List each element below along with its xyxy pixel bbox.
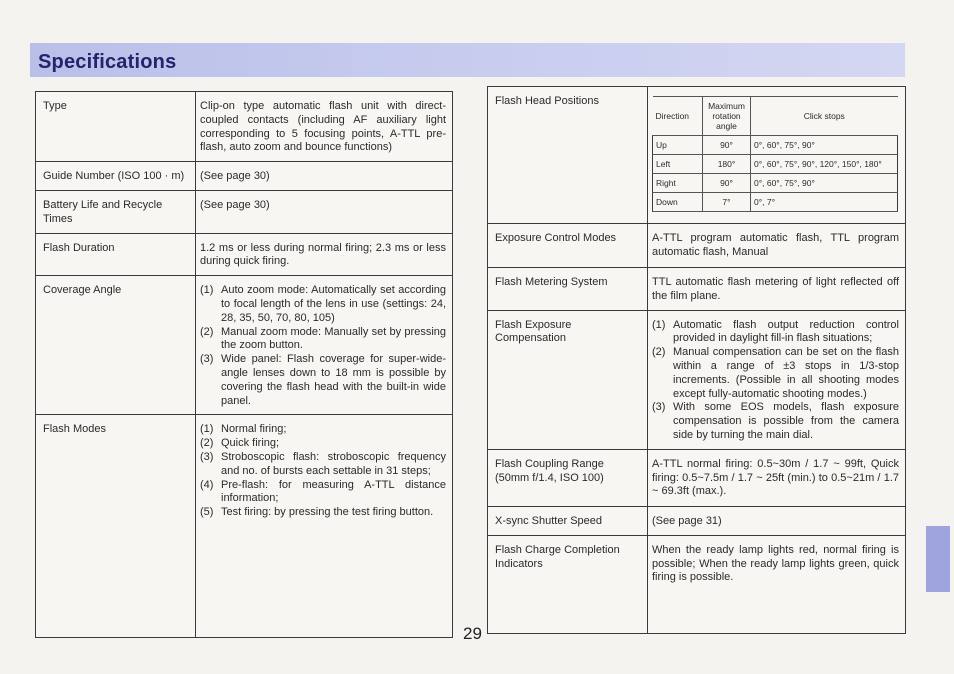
page-title: Specifications (38, 51, 177, 73)
spec-label: Flash Duration (36, 233, 196, 276)
spec-row-guide-number (36, 162, 453, 191)
table-row (653, 155, 898, 174)
table-row (653, 193, 898, 212)
spec-value (648, 310, 906, 449)
cell-rotation: 90° (703, 174, 751, 193)
spec-label: Flash Exposure Compensation (488, 310, 648, 449)
spec-label: Flash Modes (36, 415, 196, 638)
coverage-angle-list (200, 284, 446, 408)
left-spec-table (35, 91, 453, 638)
cell-rotation: 180° (703, 155, 751, 174)
spec-value (196, 276, 453, 415)
flash-head-table (652, 96, 898, 212)
title-bar (30, 43, 905, 77)
section-tab-marker (926, 526, 950, 592)
column-header-click-stops: Click stops (751, 97, 898, 136)
list-item: (2) Manual zoom mode: Manually set by pressing the zoom button. (200, 325, 446, 352)
spec-row-x-sync-shutter-speed (488, 506, 906, 535)
list-item: (3) With some EOS models, flash exposure compensation is possible from the camera side by turning the main dial. (652, 401, 899, 441)
list-item: (5) Test firing: by pressing the test firing button. (200, 506, 434, 519)
cell-direction: Up (653, 136, 703, 155)
spec-label: Flash Metering System (488, 268, 648, 311)
cell-click-stops: 0°, 7° (751, 193, 898, 212)
table-row (653, 174, 898, 193)
spec-label: Exposure Control Modes (488, 224, 648, 268)
spec-row-battery-life (36, 190, 453, 233)
table-row (653, 136, 898, 155)
cell-click-stops: 0°, 60°, 75°, 90° (751, 174, 898, 193)
spec-row-flash-exposure-compensation (488, 310, 906, 449)
spec-label: Flash Charge Completion Indicators (488, 535, 648, 633)
spec-label: Flash Coupling Range (50mm f/1.4, ISO 100) (488, 449, 648, 506)
spec-row-flash-head-positions (488, 87, 906, 224)
list-item: (1) Normal firing; (200, 423, 287, 436)
cell-direction: Down (653, 193, 703, 212)
cell-direction: Right (653, 174, 703, 193)
spec-value: (See page 31) (648, 506, 906, 535)
table-header-row (653, 97, 898, 136)
list-item: (2) Quick firing; (200, 437, 280, 450)
right-spec-table (487, 86, 906, 634)
cell-rotation: 7° (703, 193, 751, 212)
spec-value: TTL automatic flash metering of light reflected off the film plane. (648, 268, 906, 311)
spec-value (648, 87, 906, 224)
page-number: 29 (463, 624, 482, 643)
flash-modes-list (200, 423, 446, 520)
list-item: (3) Stroboscopic flash: stroboscopic frequency and no. of bursts each settable in 31 steps; (200, 450, 446, 477)
spec-row-exposure-control-modes (488, 224, 906, 268)
spec-label: Flash Head Positions (488, 87, 648, 224)
spec-row-coverage-angle (36, 276, 453, 415)
spec-row-flash-metering-system (488, 268, 906, 311)
spec-label: Coverage Angle (36, 276, 196, 415)
spec-value: (See page 30) (196, 190, 453, 233)
cell-direction: Left (653, 155, 703, 174)
spec-label: Guide Number (ISO 100 · m) (36, 162, 196, 191)
list-item: (2) Manual compensation can be set on the flash within a range of ±3 stops in 1/3-stop increments. (Possible in all shooting modes except fully-automatic shooting modes.) (652, 346, 899, 400)
spec-value: A-TTL program automatic flash, TTL program automatic flash, Manual (648, 224, 906, 268)
exposure-compensation-list (652, 319, 899, 443)
list-item: (1) Auto zoom mode: Automatically set according to focal length of the lens in use (settings: 24, 28, 35, 50, 70, 80, 105) (200, 284, 446, 324)
cell-click-stops: 0°, 60°, 75°, 90°, 120°, 150°, 180° (751, 155, 898, 174)
column-header-rotation: Maximum rotation angle (703, 97, 751, 136)
spec-label: Battery Life and Recycle Times (36, 190, 196, 233)
spec-value: (See page 30) (196, 162, 453, 191)
list-item: (4) Pre-flash: for measuring A-TTL distance information; (200, 478, 446, 505)
spec-row-flash-duration (36, 233, 453, 276)
spec-row-flash-charge-indicators (488, 535, 906, 633)
spec-row-flash-modes (36, 415, 453, 638)
spec-row-flash-coupling-range (488, 449, 906, 506)
spec-label: Type (36, 92, 196, 162)
list-item: (1) Automatic flash output reduction control provided in daylight fill-in flash situations; (652, 318, 899, 345)
spec-value: When the ready lamp lights red, normal firing is possible; When the ready lamp lights green, quick firing is possible. (648, 535, 906, 633)
column-header-direction: Direction (653, 97, 703, 136)
cell-click-stops: 0°, 60°, 75°, 90° (751, 136, 898, 155)
list-item: (3) Wide panel: Flash coverage for super-wide-angle lenses down to 18 mm is possible by covering the flash head with the built-in wide panel. (200, 353, 446, 407)
spec-value: Clip-on type automatic flash unit with direct-coupled contacts (including AF auxiliary light corresponding to 5 focusing points, A-TTL pre-flash, auto zoom and bounce functions) (196, 92, 453, 162)
spec-value (196, 415, 453, 638)
spec-label: X-sync Shutter Speed (488, 506, 648, 535)
spec-value: A-TTL normal firing: 0.5~30m / 1.7 ~ 99ft, Quick firing: 0.5~7.5m / 1.7 ~ 25ft (min.) to 0.5~21m / 1.7 ~ 69.3ft (max.). (648, 449, 906, 506)
cell-rotation: 90° (703, 136, 751, 155)
spec-value: 1.2 ms or less during normal firing; 2.3 ms or less during quick firing. (196, 233, 453, 276)
spec-row-type (36, 92, 453, 162)
